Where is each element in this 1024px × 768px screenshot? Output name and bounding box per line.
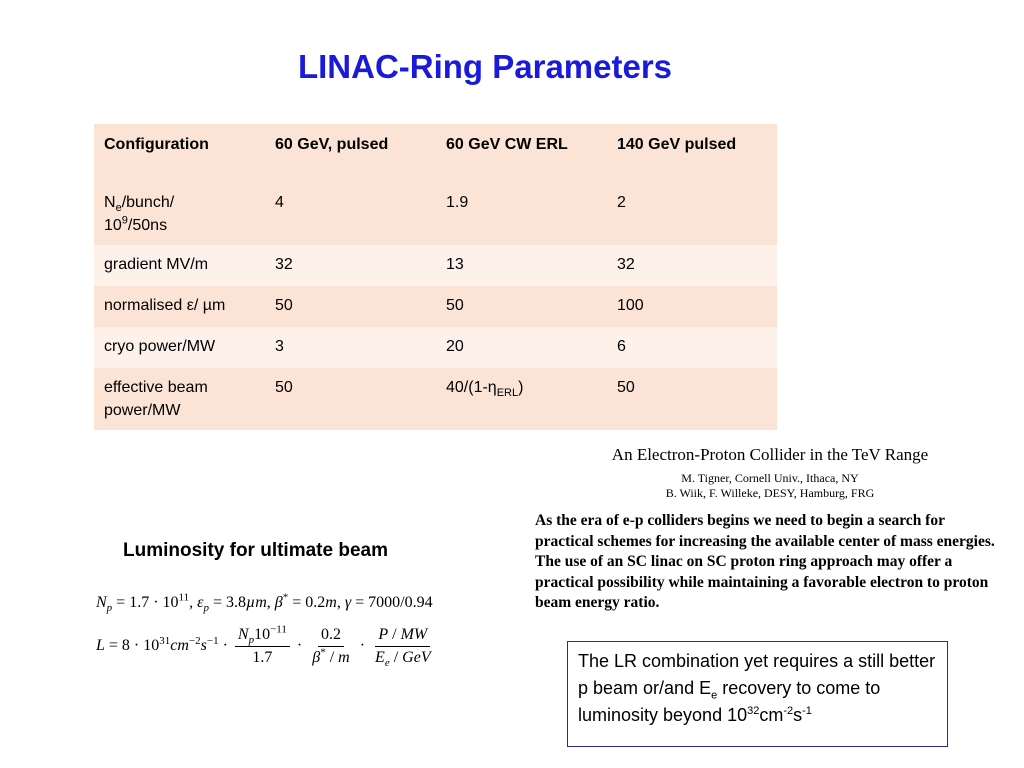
note-box: The LR combination yet requires a still better p beam or/and $E_e$ recovery to come to luminosity beyond $10^{32}cm^{-2}s^{-1}$ xyxy=(567,641,948,747)
table-header-row xyxy=(94,124,777,183)
table-row xyxy=(94,327,777,368)
paper-author: B. Wiik, F. Willeke, DESY, Hamburg, FRG xyxy=(665,486,875,500)
beam-parameters-formula: $N_p = 1.7 \cdot 10^{11}$, $\varepsilon_p = 3.8\mu m$, β* = 0.2m, γ = 7000/0.94 xyxy=(96,591,433,615)
header-140gev-pulsed: 140 GeV pulsed xyxy=(617,136,737,153)
table-cell-erl: $40/(1-\eta_{ERL})$ xyxy=(446,379,524,400)
table-cell: 13 xyxy=(446,256,464,273)
table-row xyxy=(94,368,777,430)
paper-excerpt xyxy=(535,445,1005,614)
table-cell: 6 xyxy=(617,338,626,355)
table-cell: 100 xyxy=(617,297,644,314)
table-cell: 20 xyxy=(446,338,464,355)
row-label-cryo-power: cryo power/MW xyxy=(104,338,216,355)
luminosity-formula: $L = 8 \cdot 10^{31}cm^{-2}s^{-1}$ · $\frac{N_p10^{-11}}{1.7}$ · $\frac{0.2}{\beta^* / m}$ · $\frac{P / MW}{E_e / GeV}$ xyxy=(96,623,431,670)
table-row xyxy=(94,183,777,245)
paper-author: M. Tigner, Cornell Univ., Ithaca, NY xyxy=(681,471,859,485)
table-cell: 1.9 xyxy=(446,194,469,211)
table-cell: 50 xyxy=(275,297,293,314)
parameters-table xyxy=(94,124,777,430)
table-cell: 50 xyxy=(446,297,464,314)
row-label-emittance: normalised ε/ µm xyxy=(104,297,226,314)
table-cell: 2 xyxy=(617,194,626,211)
table-cell: 3 xyxy=(275,338,284,355)
header-60gev-cw-erl: 60 GeV CW ERL xyxy=(446,136,568,153)
slide-title: LINAC-Ring Parameters xyxy=(297,48,673,85)
table-row xyxy=(94,245,777,286)
header-configuration: Configuration xyxy=(104,136,209,153)
header-60gev-pulsed: 60 GeV, pulsed xyxy=(275,136,389,153)
row-label-ne-bunch: $N_e/bunch/$ $10^9/50ns$ xyxy=(104,194,175,234)
table-row xyxy=(94,286,777,327)
table-cell: 50 xyxy=(275,379,293,396)
paper-title: An Electron-Proton Collider in the TeV Range xyxy=(611,445,929,464)
row-label-effective-beam-power: effective beam power/MW xyxy=(104,379,208,419)
luminosity-heading: Luminosity for ultimate beam xyxy=(123,540,388,561)
table-cell: 50 xyxy=(617,379,635,396)
paper-abstract: As the era of e-p colliders begins we need to begin a search for practical schemes for increasing the available center of mass energies. The use of an SC linac on SC proton ring approach may offer a practical possibility while maintaining a favorable electron to proton beam energy ratio. xyxy=(535,512,995,611)
table-cell: 32 xyxy=(617,256,635,273)
table-cell: 4 xyxy=(275,194,284,211)
table-cell: 32 xyxy=(275,256,293,273)
row-label-gradient: gradient MV/m xyxy=(104,256,209,273)
